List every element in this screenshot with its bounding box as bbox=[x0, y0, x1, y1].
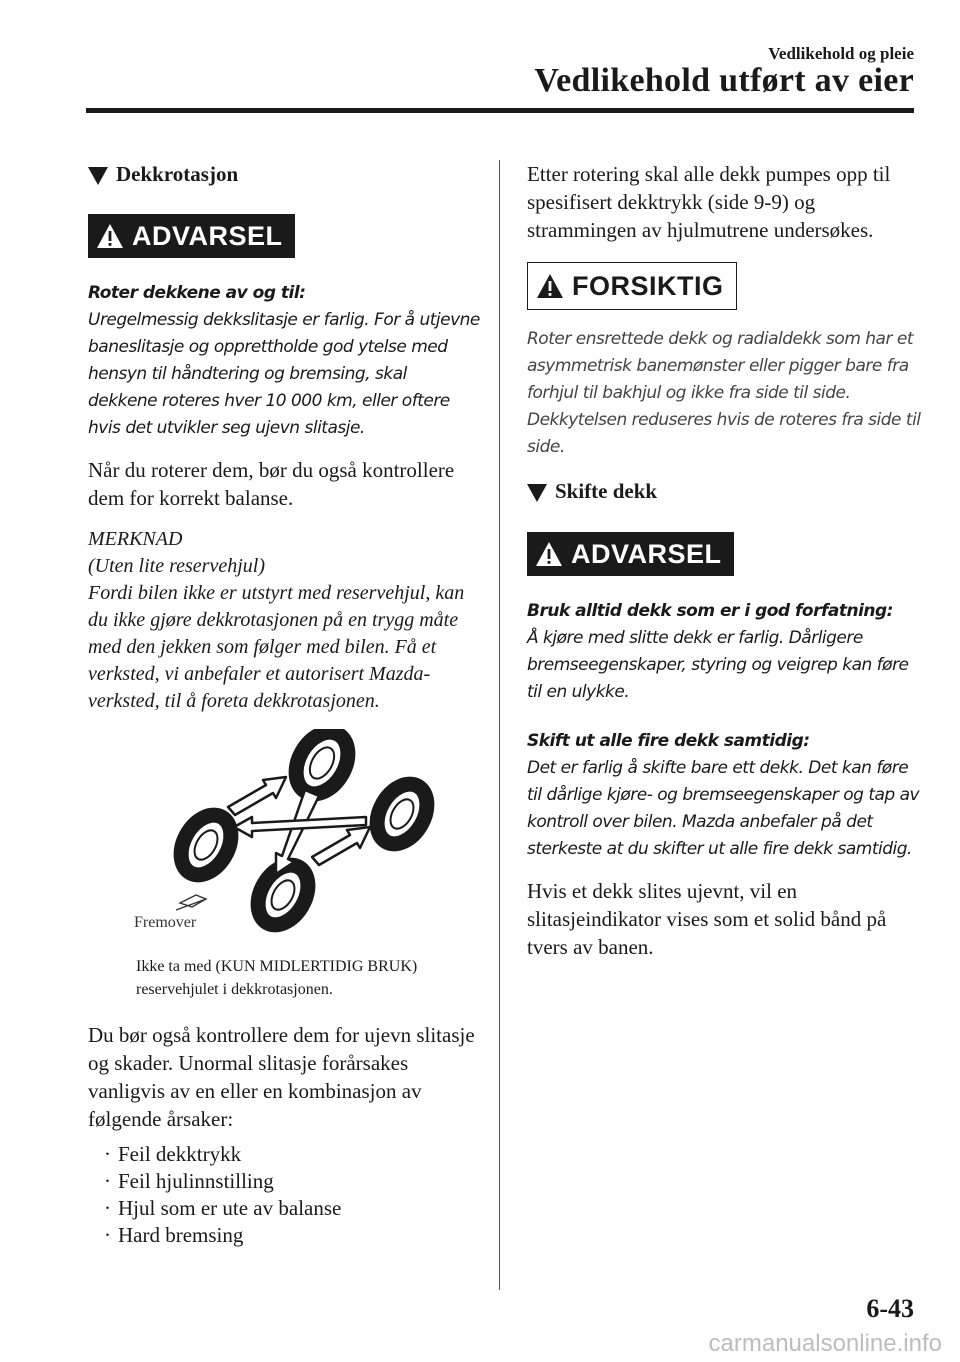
list-item: · Hard bremsing bbox=[104, 1223, 244, 1247]
warning-block-2 bbox=[527, 532, 922, 863]
heading-change-tires-text: Skifte dekk bbox=[555, 479, 658, 503]
warning-label-box bbox=[88, 214, 295, 258]
caution-body: Roter ensrettede dekk og radialdekk som har et asymmetrisk banemønster eller pigger bare fra forhjul til bakhjul og ikke fra side til side. Dekkytelsen reduseres hvis de roteres fra side til side. bbox=[527, 329, 921, 457]
warning-label-box-2 bbox=[527, 532, 734, 576]
paragraph-uneven-wear: Du bør også kontrollere dem for ujevn slitasje og skader. Unormal slitasje forårsakes vanligvis av en eller en kombinasjon av følgende årsaker: bbox=[88, 1023, 475, 1131]
warning-2-body: Det er farlig å skifte bare ett dekk. Det kan føre til dårlige kjøre- og bremseegenskaper og tap av kontroll over bilen. Mazda anbefaler på det sterkeste at du skifter ut alle fire dekk samtidig. bbox=[527, 758, 920, 859]
list-item: · Hjul som er ute av balanse bbox=[104, 1196, 342, 1220]
arrow-rear-left-to-front-left bbox=[228, 777, 286, 815]
note-block bbox=[88, 526, 480, 715]
triangle-bullet-icon bbox=[527, 484, 547, 502]
warning-body: Uregelmessig dekkslitasje er farlig. For å utjevne baneslitasje og opprettholde god ytelse med hensyn til håndtering og bremsing, skal dekkene roteres hver 10 000 km, eller oftere hvis det utvikler seg ujevn slitasje. bbox=[88, 310, 480, 438]
caution-block bbox=[527, 262, 922, 461]
caution-triangle-icon bbox=[536, 273, 564, 299]
paragraph-after-rotation: Etter rotering skal alle dekk pumpes opp til spesifisert dekktrykk (side 9-9) og strammingen av hjulmutrene undersøkes. bbox=[527, 162, 891, 242]
tire-front-left bbox=[171, 806, 241, 883]
forward-direction-icon bbox=[176, 895, 206, 910]
caution-label: FORSIKTIG bbox=[572, 270, 724, 301]
paragraph-wear-indicator: Hvis et dekk slites ujevnt, vil en slitasjeindikator vises som et solid bånd på tvers av banen. bbox=[527, 879, 887, 959]
list-item: · Feil hjulinnstilling bbox=[104, 1169, 274, 1193]
heading-change-tires bbox=[527, 479, 922, 504]
warning-label: ADVARSEL bbox=[132, 220, 283, 251]
forward-label: Fremover bbox=[134, 914, 197, 931]
warning-block bbox=[88, 214, 480, 442]
warning-2-title: Skift ut alle fire dekk samtidig: bbox=[527, 731, 810, 751]
tire-rotation-diagram bbox=[88, 729, 480, 949]
note-body: Fordi bilen ikke er utstyrt med reservehjul, kan du ikke gjøre dekkrotasjonen på en trygg måte med den jekken som følger med bilen. Få et verksted, vi anbefaler et autorisert Mazda-verksted, til å foreta dekkrotasjonen. bbox=[88, 582, 465, 712]
column-divider bbox=[499, 160, 500, 1290]
warning-triangle-icon bbox=[96, 223, 124, 249]
section-title: Vedlikehold og pleie bbox=[768, 44, 914, 63]
rotation-figure bbox=[88, 729, 480, 949]
paragraph-balance: Når du roterer dem, bør du også kontrollere dem for korrekt balanse. bbox=[88, 458, 455, 510]
triangle-bullet-icon bbox=[88, 167, 108, 185]
figure-caption: Ikke ta med (KUN MIDLERTIDIG BRUK) reservehjulet i dekkrotasjonen. bbox=[136, 958, 418, 998]
chapter-title: Vedlikehold utført av eier bbox=[534, 62, 914, 99]
tire-front-right bbox=[286, 729, 359, 803]
note-label: MERKNAD bbox=[88, 528, 183, 550]
warning-title: Roter dekkene av og til: bbox=[88, 283, 306, 303]
header-rule bbox=[86, 108, 914, 113]
caution-label-box bbox=[527, 262, 737, 310]
tire-rear-right bbox=[367, 775, 437, 852]
warning-label-2: ADVARSEL bbox=[571, 538, 722, 569]
heading-tire-rotation-text: Dekkrotasjon bbox=[116, 162, 239, 186]
warning-1-title: Bruk alltid dekk som er i god forfatning: bbox=[527, 601, 893, 621]
left-column bbox=[88, 162, 480, 1249]
arrow-rear-right-to-front-right bbox=[312, 827, 370, 865]
watermark: carmanualsonline.info bbox=[708, 1330, 942, 1357]
page-number: 6-43 bbox=[866, 1294, 914, 1323]
warning-1-body: Å kjøre med slitte dekk er farlig. Dårligere bremseegenskaper, styring og veigrep kan føre til en ulykke. bbox=[527, 628, 909, 702]
warning-triangle-icon bbox=[535, 541, 563, 567]
list-item: · Feil dekktrykk bbox=[104, 1142, 242, 1166]
note-title: (Uten lite reservehjul) bbox=[88, 555, 265, 577]
right-column bbox=[527, 162, 922, 961]
heading-tire-rotation bbox=[88, 162, 480, 187]
causes-list bbox=[104, 1141, 480, 1249]
